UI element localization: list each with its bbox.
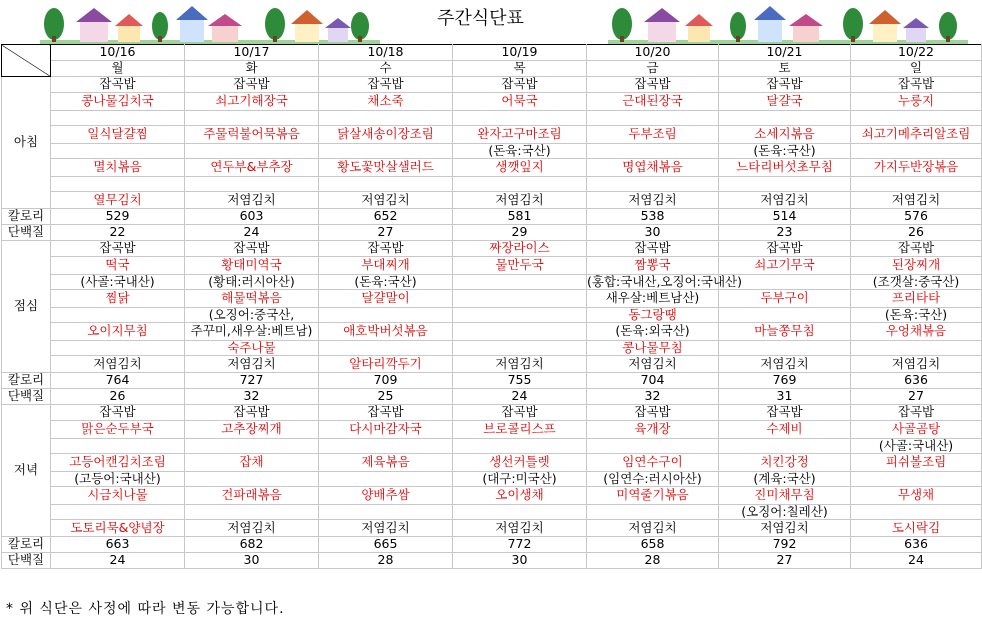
menu-item: (임연수:러시아산) <box>587 472 719 487</box>
day-of-week: 목 <box>453 61 587 77</box>
day-of-week: 금 <box>587 61 719 77</box>
menu-item: 잡곡밥 <box>51 405 185 421</box>
breakfast-menu-row <box>2 93 982 111</box>
menu-item <box>51 144 185 159</box>
protein-value: 26 <box>51 389 185 405</box>
menu-item <box>851 177 982 192</box>
menu-item: 쇠고기해장국 <box>185 93 319 111</box>
menu-item <box>719 341 851 356</box>
menu-item <box>587 177 719 192</box>
dinner-menu-row <box>2 439 982 454</box>
calorie-value: 538 <box>587 209 719 225</box>
menu-item <box>453 111 587 126</box>
lunch-menu-row <box>2 356 982 373</box>
menu-item <box>851 144 982 159</box>
menu-item: 완자고구마조림 <box>453 126 587 144</box>
menu-item: 잡채 <box>185 454 319 472</box>
day-of-week: 수 <box>319 61 453 77</box>
day-date: 10/21 <box>719 45 851 61</box>
menu-item: 오이생채 <box>453 487 587 505</box>
menu-item: 된장찌개 <box>851 257 982 275</box>
menu-item: (고등어:국내산) <box>51 472 185 487</box>
calorie-value: 704 <box>587 373 719 389</box>
menu-item: 사골곰탕 <box>851 421 982 439</box>
menu-item: 열무김치 <box>51 192 185 209</box>
menu-item: (돈육:국산) <box>719 144 851 159</box>
menu-item: 연두부&부추장 <box>185 159 319 177</box>
village-illustration-right <box>608 4 968 44</box>
menu-item: 임연수구이 <box>587 454 719 472</box>
menu-item: 쇠고기메추리알조림 <box>851 126 982 144</box>
breakfast-menu-row <box>2 111 982 126</box>
menu-item: 다시마감자국 <box>319 421 453 439</box>
dinner-label: 저녁 <box>2 405 51 537</box>
menu-item: 마늘쫑무침 <box>719 323 851 341</box>
day-of-week: 월 <box>51 61 185 77</box>
menu-item: 맑은순두부국 <box>51 421 185 439</box>
lunch-menu-row <box>2 308 982 323</box>
menu-item: (오징어:중국산, <box>185 308 319 323</box>
menu-item: 잡곡밥 <box>51 241 185 257</box>
menu-item: 떡국 <box>51 257 185 275</box>
weekday-row <box>2 61 982 77</box>
menu-item: 애호박버섯볶음 <box>319 323 453 341</box>
menu-item <box>319 111 453 126</box>
dinner-menu-row <box>2 520 982 537</box>
menu-item <box>319 505 453 520</box>
lunch-menu-row <box>2 275 982 290</box>
calorie-label: 칼로리 <box>2 209 51 225</box>
menu-item: (계육:국산) <box>719 472 851 487</box>
protein-value: 29 <box>453 225 587 241</box>
menu-item: 잡곡밥 <box>851 405 982 421</box>
header-corner <box>2 45 51 77</box>
protein-value: 27 <box>319 225 453 241</box>
menu-item: 제육볶음 <box>319 454 453 472</box>
day-date: 10/20 <box>587 45 719 61</box>
protein-label: 단백질 <box>2 389 51 405</box>
menu-item <box>453 308 587 323</box>
day-of-week: 일 <box>851 61 982 77</box>
menu-item: 잡곡밥 <box>453 77 587 93</box>
menu-item <box>851 472 982 487</box>
menu-item <box>51 341 185 356</box>
menu-item: 저염김치 <box>453 520 587 537</box>
breakfast-menu-row <box>2 126 982 144</box>
protein-value: 25 <box>319 389 453 405</box>
menu-item: 저염김치 <box>319 192 453 209</box>
menu-item: 저염김치 <box>851 356 982 373</box>
calorie-value: 652 <box>319 209 453 225</box>
protein-value: 24 <box>51 553 185 569</box>
menu-item <box>453 323 587 341</box>
menu-item <box>851 505 982 520</box>
menu-item <box>319 177 453 192</box>
menu-item: 짜장라이스 <box>453 241 587 257</box>
menu-item: 저염김치 <box>453 192 587 209</box>
lunch-menu-row <box>2 257 982 275</box>
menu-item <box>587 439 719 454</box>
day-date: 10/16 <box>51 45 185 61</box>
menu-item: (사골:국내산) <box>51 275 185 290</box>
calorie-value: 636 <box>851 373 982 389</box>
dinner-menu-row <box>2 505 982 520</box>
lunch-calorie-row <box>2 373 982 389</box>
calorie-value: 755 <box>453 373 587 389</box>
title-band <box>0 0 982 44</box>
menu-item <box>319 472 453 487</box>
menu-item: (사골:국내산) <box>851 439 982 454</box>
lunch-menu-row <box>2 323 982 341</box>
menu-item <box>51 505 185 520</box>
calorie-value: 514 <box>719 209 851 225</box>
menu-item: 저염김치 <box>453 356 587 373</box>
menu-item: 저염김치 <box>719 520 851 537</box>
menu-item: 저염김치 <box>587 192 719 209</box>
lunch-menu-row <box>2 290 982 308</box>
menu-item: 물만두국 <box>453 257 587 275</box>
dinner-menu-row <box>2 421 982 439</box>
calorie-value: 709 <box>319 373 453 389</box>
calorie-label: 칼로리 <box>2 537 51 553</box>
menu-item: 무생채 <box>851 487 982 505</box>
protein-value: 28 <box>587 553 719 569</box>
menu-item: 동그랑땡 <box>587 308 719 323</box>
menu-item: 잡곡밥 <box>185 241 319 257</box>
menu-item: 누룽지 <box>851 93 982 111</box>
menu-item <box>185 439 319 454</box>
menu-item: (홍합:국내산,오징어:국내산) <box>587 273 742 289</box>
menu-item <box>453 177 587 192</box>
menu-item <box>453 275 587 290</box>
menu-item <box>719 177 851 192</box>
menu-item: 치킨강정 <box>719 454 851 472</box>
menu-item: 고추장찌개 <box>185 421 319 439</box>
menu-item: 잡곡밥 <box>719 241 851 257</box>
day-date: 10/17 <box>185 45 319 61</box>
menu-item: (황태:러시아산) <box>185 275 319 290</box>
protein-value: 32 <box>587 389 719 405</box>
menu-item: 짬뽕국 <box>587 257 719 275</box>
menu-item <box>453 290 587 308</box>
menu-item: 쇠고기무국 <box>719 257 851 275</box>
dinner-menu-row <box>2 472 982 487</box>
menu-item: (돈육:국산) <box>851 308 982 323</box>
menu-item: (조갯살:중국산) <box>851 275 982 290</box>
day-of-week: 토 <box>719 61 851 77</box>
menu-item: 잡곡밥 <box>719 77 851 93</box>
calorie-label: 칼로리 <box>2 373 51 389</box>
protein-value: 24 <box>453 389 587 405</box>
menu-item <box>587 144 719 159</box>
protein-value: 24 <box>185 225 319 241</box>
menu-item: 느타리버섯초무침 <box>719 159 851 177</box>
protein-value: 32 <box>185 389 319 405</box>
calorie-value: 665 <box>319 537 453 553</box>
menu-item: 프리타타 <box>851 290 982 308</box>
menu-item: 숙주나물 <box>185 341 319 356</box>
menu-item <box>851 111 982 126</box>
protein-label: 단백질 <box>2 553 51 569</box>
menu-item: 명엽채볶음 <box>587 159 719 177</box>
menu-item: 생선커틀렛 <box>453 454 587 472</box>
menu-item: 저염김치 <box>587 356 719 373</box>
day-date: 10/19 <box>453 45 587 61</box>
day-of-week: 화 <box>185 61 319 77</box>
lunch-menu-row <box>2 341 982 356</box>
menu-item <box>185 505 319 520</box>
menu-item: 저염김치 <box>851 192 982 209</box>
menu-item: 닭살새송이장조림 <box>319 126 453 144</box>
footnote: * 위 식단은 사정에 따라 변동 가능합니다. <box>6 601 285 617</box>
menu-item: (돈육:국산) <box>453 144 587 159</box>
menu-item: 수제비 <box>719 421 851 439</box>
menu-item: 피쉬볼조림 <box>851 454 982 472</box>
menu-item: 시금치나물 <box>51 487 185 505</box>
menu-item: (돈육:외국산) <box>587 323 719 341</box>
menu-item: 잡곡밥 <box>319 241 453 257</box>
calorie-value: 663 <box>51 537 185 553</box>
dinner-menu-row <box>2 454 982 472</box>
menu-item <box>185 111 319 126</box>
menu-item: 달걀국 <box>719 93 851 111</box>
menu-item: 브로콜리스프 <box>453 421 587 439</box>
protein-value: 24 <box>851 553 982 569</box>
menu-item <box>587 505 719 520</box>
menu-item <box>587 111 719 126</box>
menu-item: 잡곡밥 <box>587 405 719 421</box>
menu-item: 잡곡밥 <box>185 77 319 93</box>
date-row <box>2 45 982 61</box>
menu-item: 진미채무침 <box>719 487 851 505</box>
dinner-menu-row <box>2 487 982 505</box>
dinner-protein-row <box>2 553 982 569</box>
menu-item <box>719 308 851 323</box>
menu-item: 미역줄기볶음 <box>587 487 719 505</box>
calorie-value: 792 <box>719 537 851 553</box>
menu-item: 잡곡밥 <box>185 405 319 421</box>
calorie-value: 772 <box>453 537 587 553</box>
dinner-calorie-row <box>2 537 982 553</box>
breakfast-protein-row <box>2 225 982 241</box>
menu-item <box>719 111 851 126</box>
menu-item: 고등어캔김치조림 <box>51 454 185 472</box>
menu-item: (오징어:칠레산) <box>719 505 851 520</box>
menu-item: 잡곡밥 <box>587 77 719 93</box>
menu-item: 저염김치 <box>185 192 319 209</box>
protein-value: 28 <box>319 553 453 569</box>
menu-item: 황태미역국 <box>185 257 319 275</box>
menu-item: 채소죽 <box>319 93 453 111</box>
menu-item: 저염김치 <box>185 356 319 373</box>
menu-item: 근대된장국 <box>587 93 719 111</box>
day-date: 10/18 <box>319 45 453 61</box>
menu-item: 저염김치 <box>319 520 453 537</box>
menu-item: 우엉채볶음 <box>851 323 982 341</box>
breakfast-label: 아침 <box>2 77 51 209</box>
menu-item: 주꾸미,새우살:베트남) <box>185 323 319 341</box>
menu-item: 저염김치 <box>719 192 851 209</box>
menu-item: 잡곡밥 <box>851 77 982 93</box>
menu-item: 잡곡밥 <box>719 405 851 421</box>
menu-item: 일식달걀찜 <box>51 126 185 144</box>
menu-item: 생깻잎지 <box>453 159 587 177</box>
protein-value: 30 <box>185 553 319 569</box>
menu-item: 두부조림 <box>587 126 719 144</box>
menu-item <box>453 341 587 356</box>
protein-value: 27 <box>719 553 851 569</box>
menu-item: 어묵국 <box>453 93 587 111</box>
protein-value: 22 <box>51 225 185 241</box>
menu-item <box>453 439 587 454</box>
menu-item: 가지두반장볶음 <box>851 159 982 177</box>
calorie-value: 603 <box>185 209 319 225</box>
protein-value: 26 <box>851 225 982 241</box>
protein-label: 단백질 <box>2 225 51 241</box>
calorie-value: 764 <box>51 373 185 389</box>
menu-item: 부대찌개 <box>319 257 453 275</box>
menu-item: 두부구이 <box>719 290 851 308</box>
breakfast-menu-row <box>2 77 982 93</box>
menu-item <box>319 439 453 454</box>
menu-item: 찜닭 <box>51 290 185 308</box>
breakfast-menu-row <box>2 192 982 209</box>
menu-item: 건파래볶음 <box>185 487 319 505</box>
menu-item: 저염김치 <box>587 520 719 537</box>
menu-item <box>319 341 453 356</box>
menu-item: 도토리묵&양념장 <box>51 520 185 537</box>
protein-value: 23 <box>719 225 851 241</box>
menu-item <box>719 439 851 454</box>
lunch-label: 점심 <box>2 241 51 373</box>
menu-item: (돈육:국산) <box>319 275 453 290</box>
calorie-value: 576 <box>851 209 982 225</box>
breakfast-menu-row <box>2 144 982 159</box>
menu-item: 저염김치 <box>185 520 319 537</box>
menu-item <box>851 341 982 356</box>
menu-item: 도시락김 <box>851 520 982 537</box>
menu-item: 잡곡밥 <box>319 77 453 93</box>
menu-item <box>185 144 319 159</box>
menu-item: 주물럭불어묵볶음 <box>185 126 319 144</box>
weekly-menu-table <box>1 44 982 569</box>
protein-value: 31 <box>719 389 851 405</box>
calorie-value: 682 <box>185 537 319 553</box>
protein-value: 27 <box>851 389 982 405</box>
menu-item: 양배추쌈 <box>319 487 453 505</box>
menu-item: (대구:미국산) <box>453 472 587 487</box>
menu-item: 저염김치 <box>719 356 851 373</box>
menu-item: 해물떡볶음 <box>185 290 319 308</box>
menu-item: 잡곡밥 <box>453 405 587 421</box>
menu-item: 저염김치 <box>51 356 185 373</box>
dinner-menu-row <box>2 405 982 421</box>
menu-item <box>319 308 453 323</box>
calorie-value: 769 <box>719 373 851 389</box>
menu-item: 황도꽃맛살샐러드 <box>319 159 453 177</box>
page-title: 주간식단표 <box>437 8 524 29</box>
breakfast-calorie-row <box>2 209 982 225</box>
menu-item: 콩나물김치국 <box>51 93 185 111</box>
menu-item: 잡곡밥 <box>319 405 453 421</box>
menu-item <box>51 111 185 126</box>
lunch-protein-row <box>2 389 982 405</box>
village-illustration-left <box>40 4 380 44</box>
menu-item: 육개장 <box>587 421 719 439</box>
protein-value: 30 <box>453 553 587 569</box>
menu-item <box>185 177 319 192</box>
menu-item: 알타리깍두기 <box>319 356 453 373</box>
menu-item <box>51 177 185 192</box>
menu-item: 소세지볶음 <box>719 126 851 144</box>
menu-item <box>51 308 185 323</box>
calorie-value: 636 <box>851 537 982 553</box>
menu-item: 콩나물무침 <box>587 341 719 356</box>
menu-item: 오이지무침 <box>51 323 185 341</box>
lunch-menu-row <box>2 241 982 257</box>
breakfast-menu-row <box>2 177 982 192</box>
calorie-value: 727 <box>185 373 319 389</box>
menu-item <box>453 505 587 520</box>
menu-item <box>51 439 185 454</box>
menu-item: 잡곡밥 <box>51 77 185 93</box>
calorie-value: 529 <box>51 209 185 225</box>
menu-item <box>319 144 453 159</box>
menu-item: 멸치볶음 <box>51 159 185 177</box>
menu-item: 새우살:베트남산) <box>587 290 719 308</box>
breakfast-menu-row <box>2 159 982 177</box>
menu-item <box>185 472 319 487</box>
menu-item: 잡곡밥 <box>851 241 982 257</box>
calorie-value: 581 <box>453 209 587 225</box>
menu-item: 잡곡밥 <box>587 241 719 257</box>
calorie-value: 658 <box>587 537 719 553</box>
day-date: 10/22 <box>851 45 982 61</box>
protein-value: 30 <box>587 225 719 241</box>
menu-item: 달걀말이 <box>319 290 453 308</box>
